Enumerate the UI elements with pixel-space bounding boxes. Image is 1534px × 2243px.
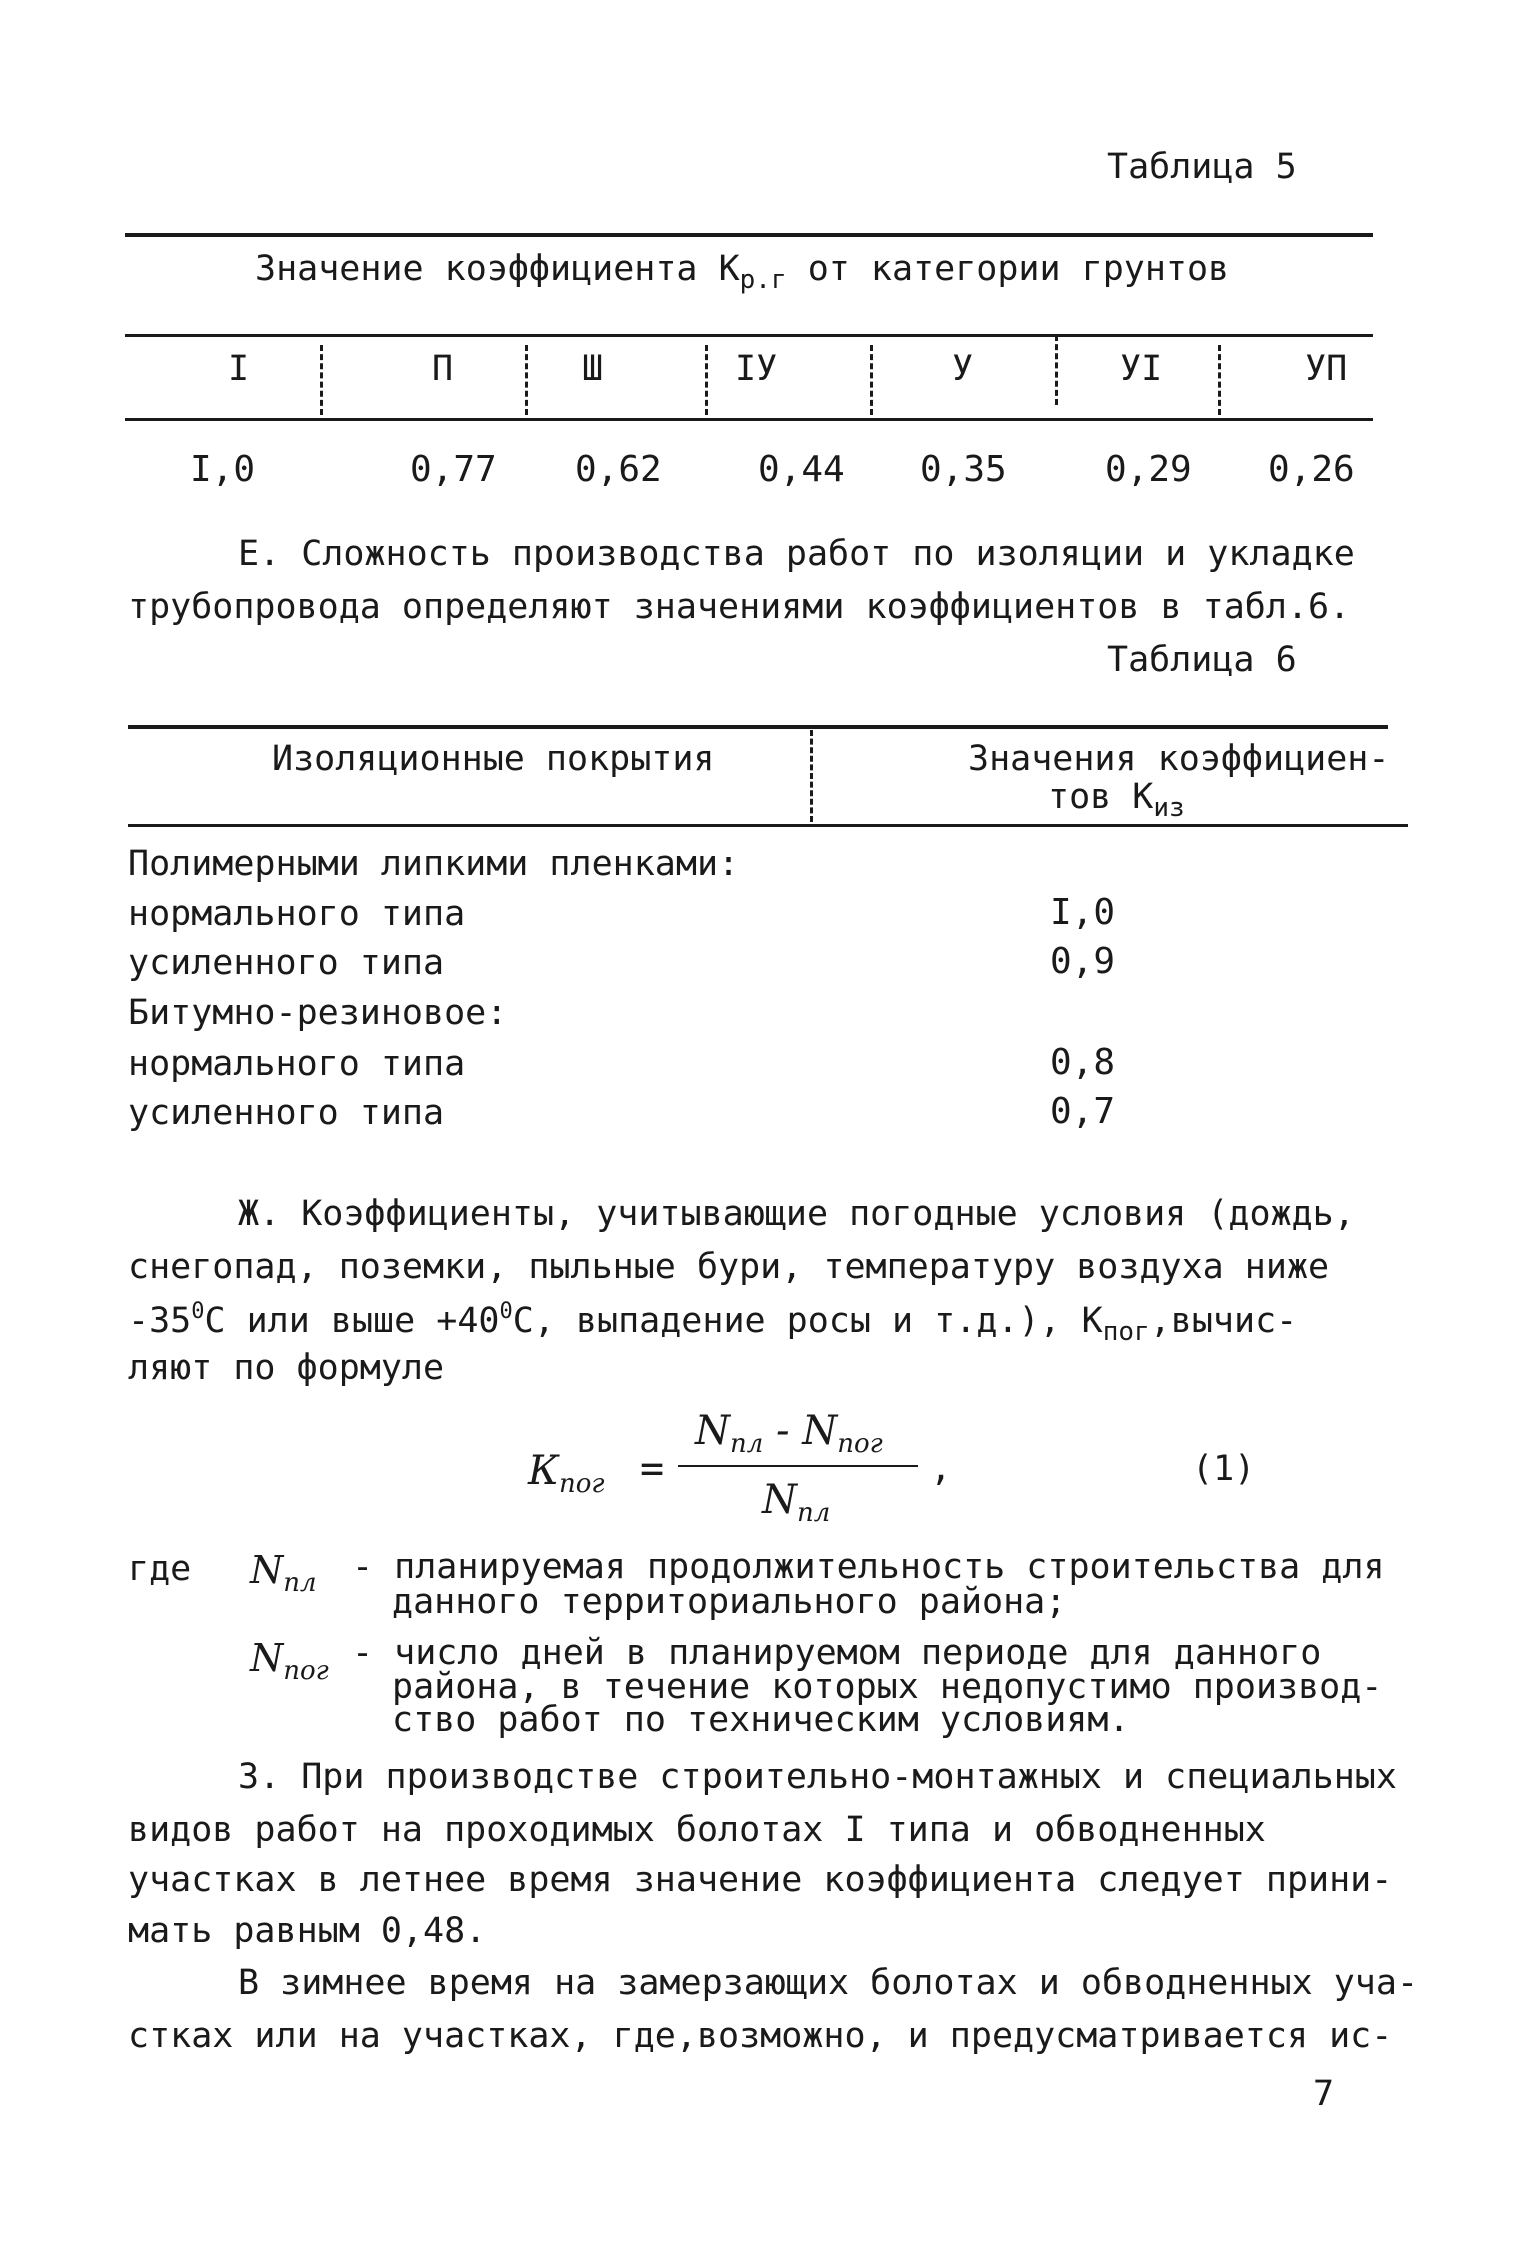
line3-text: С, выпадение росы и т.д.), К xyxy=(512,1301,1103,1341)
formula-equals: = xyxy=(640,1446,665,1492)
formula-numerator xyxy=(695,1408,883,1459)
degree-sup: 0 xyxy=(191,1299,205,1324)
table5-value-3: 0,62 xyxy=(575,449,662,490)
table6-row-name: нормального типа xyxy=(128,894,466,934)
table5-heading-tail: от категории грунтов xyxy=(786,249,1230,289)
table5-value-6: 0,29 xyxy=(1105,449,1192,490)
table6-top-rule xyxy=(128,725,1388,729)
paragraph-zh-line xyxy=(128,1301,1297,1345)
table6-label: Таблица 6 xyxy=(1107,640,1297,680)
def1-n: N xyxy=(250,1548,284,1592)
table5-col-separator xyxy=(1055,335,1058,405)
degree-sup: 0 xyxy=(499,1299,513,1324)
table6-col2-header-text: тов К xyxy=(1048,777,1154,817)
formula-lhs-symbol: К xyxy=(528,1448,559,1494)
formula-den-sub: пл xyxy=(797,1498,831,1528)
paragraph-zh-line: снегопад, поземки, пыльные бури, температуру воздуха ниже xyxy=(128,1247,1330,1287)
table6-col2-header-line1: Значения коэффициен- xyxy=(968,739,1390,779)
table6-row-name: Битумно-резиновое: xyxy=(128,993,508,1033)
table5-col-separator xyxy=(320,345,323,415)
def1-line: данного территориального района; xyxy=(392,1582,1067,1622)
formula-lhs xyxy=(528,1448,605,1499)
temp-high: С или выше +40 xyxy=(204,1301,500,1341)
table5-label: Таблица 5 xyxy=(1107,147,1297,187)
table5-value-1: I,0 xyxy=(190,449,256,490)
table6-row-value: I,0 xyxy=(1050,892,1116,933)
table6-row-value: 0,8 xyxy=(1050,1042,1116,1083)
table5-heading-sub: р.г xyxy=(739,265,787,295)
table5-col-separator xyxy=(1218,345,1221,415)
formula-number: (1) xyxy=(1192,1449,1256,1489)
def2-line: ство работ по техническим условиям. xyxy=(392,1700,1130,1740)
table6-row-name: Полимерными липкими пленками: xyxy=(128,844,740,884)
formula-n-pl-sub: пл xyxy=(730,1429,764,1459)
table5-bottom-rule xyxy=(125,418,1373,421)
table5-col-separator xyxy=(525,345,528,415)
table5-col-1: I xyxy=(228,349,250,389)
formula-lhs-sub: пог xyxy=(558,1469,605,1499)
formula-denominator xyxy=(762,1477,830,1528)
table6-col2-header-line2 xyxy=(1048,777,1185,823)
formula-fraction-bar xyxy=(678,1465,918,1467)
table6-row-name: усиленного типа xyxy=(128,943,445,983)
formula-den-symbol: N xyxy=(762,1477,797,1523)
table5-col-2: П xyxy=(432,349,454,389)
table5-col-5: У xyxy=(952,349,974,389)
table5-col-4: IУ xyxy=(735,349,778,389)
temp-low: -35 xyxy=(128,1301,192,1341)
where-word: где xyxy=(128,1549,192,1589)
table5-col-6: УI xyxy=(1120,349,1163,389)
table5-col-separator xyxy=(870,345,873,415)
table5-value-2: 0,77 xyxy=(410,449,497,490)
line3-tail: ,вычис- xyxy=(1149,1301,1298,1341)
table6-row-value: 0,9 xyxy=(1050,941,1116,982)
formula-minus: - xyxy=(776,1408,790,1454)
table6-row-value: 0,7 xyxy=(1050,1091,1116,1132)
table5-col-7: УП xyxy=(1305,349,1348,389)
formula-n-pl: N xyxy=(695,1408,730,1454)
formula-n-pog: N xyxy=(802,1408,838,1454)
paragraph-zh-line: Ж. Коэффициенты, учитывающие погодные условия (дождь, xyxy=(238,1194,1355,1234)
table6-col1-header: Изоляционные покрытия xyxy=(272,739,715,779)
paragraph-e-line: Е. Сложность производства работ по изоляции и укладке xyxy=(238,534,1355,574)
page-number: 7 xyxy=(1313,2074,1335,2114)
table6-col2-header-sub: из xyxy=(1153,793,1185,823)
def2-sub: пог xyxy=(283,1656,329,1686)
def2-line: района, в течение которых недопустимо производ- xyxy=(392,1667,1383,1707)
table5-value-7: 0,26 xyxy=(1268,449,1355,490)
table6-col-separator xyxy=(810,730,813,822)
paragraph-winter-line: стках или на участках, где,возможно, и предусматривается ис- xyxy=(128,2016,1393,2056)
paragraph-3-line: 3. При производстве строительно-монтажных и специальных xyxy=(238,1757,1397,1797)
def1-sub: пл xyxy=(283,1568,317,1598)
table6-row-name: усиленного типа xyxy=(128,1093,445,1133)
table6-header-rule xyxy=(128,824,1408,827)
paragraph-3-line: видов работ на проходимых болотах I типа и обводненных xyxy=(128,1810,1266,1850)
def2-n: N xyxy=(250,1636,284,1680)
def2-line: - число дней в планируемом периоде для данного xyxy=(352,1633,1322,1673)
table5-value-4: 0,44 xyxy=(758,449,845,490)
paragraph-e-line: трубопровода определяют значениями коэффициентов в табл.6. xyxy=(128,587,1351,627)
formula-comma: , xyxy=(930,1448,952,1489)
paragraph-winter-line: В зимнее время на замерзающих болотах и обводненных уча- xyxy=(238,1963,1419,2003)
table5-col-separator xyxy=(705,345,708,415)
paragraph-zh-line: ляют по формуле xyxy=(128,1348,445,1388)
table5-header-rule xyxy=(125,334,1373,337)
def1-line: - планируемая продолжительность строительства для xyxy=(352,1547,1385,1587)
table5-heading xyxy=(255,249,1230,295)
def2-symbol xyxy=(250,1636,329,1686)
formula-n-pog-sub: пог xyxy=(837,1429,883,1459)
def1-symbol xyxy=(250,1548,317,1598)
table5-top-rule xyxy=(125,233,1373,237)
table5-heading-main: Значение коэффициента К xyxy=(255,249,740,289)
table5-value-5: 0,35 xyxy=(920,449,1007,490)
table6-row-name: нормального типа xyxy=(128,1044,466,1084)
paragraph-3-line: мать равным 0,48. xyxy=(128,1911,487,1951)
paragraph-3-line: участках в летнее время значение коэффициента следует прини- xyxy=(128,1860,1393,1900)
k-pog-sub: пог xyxy=(1102,1317,1150,1347)
table5-col-3: Ш xyxy=(582,349,604,389)
